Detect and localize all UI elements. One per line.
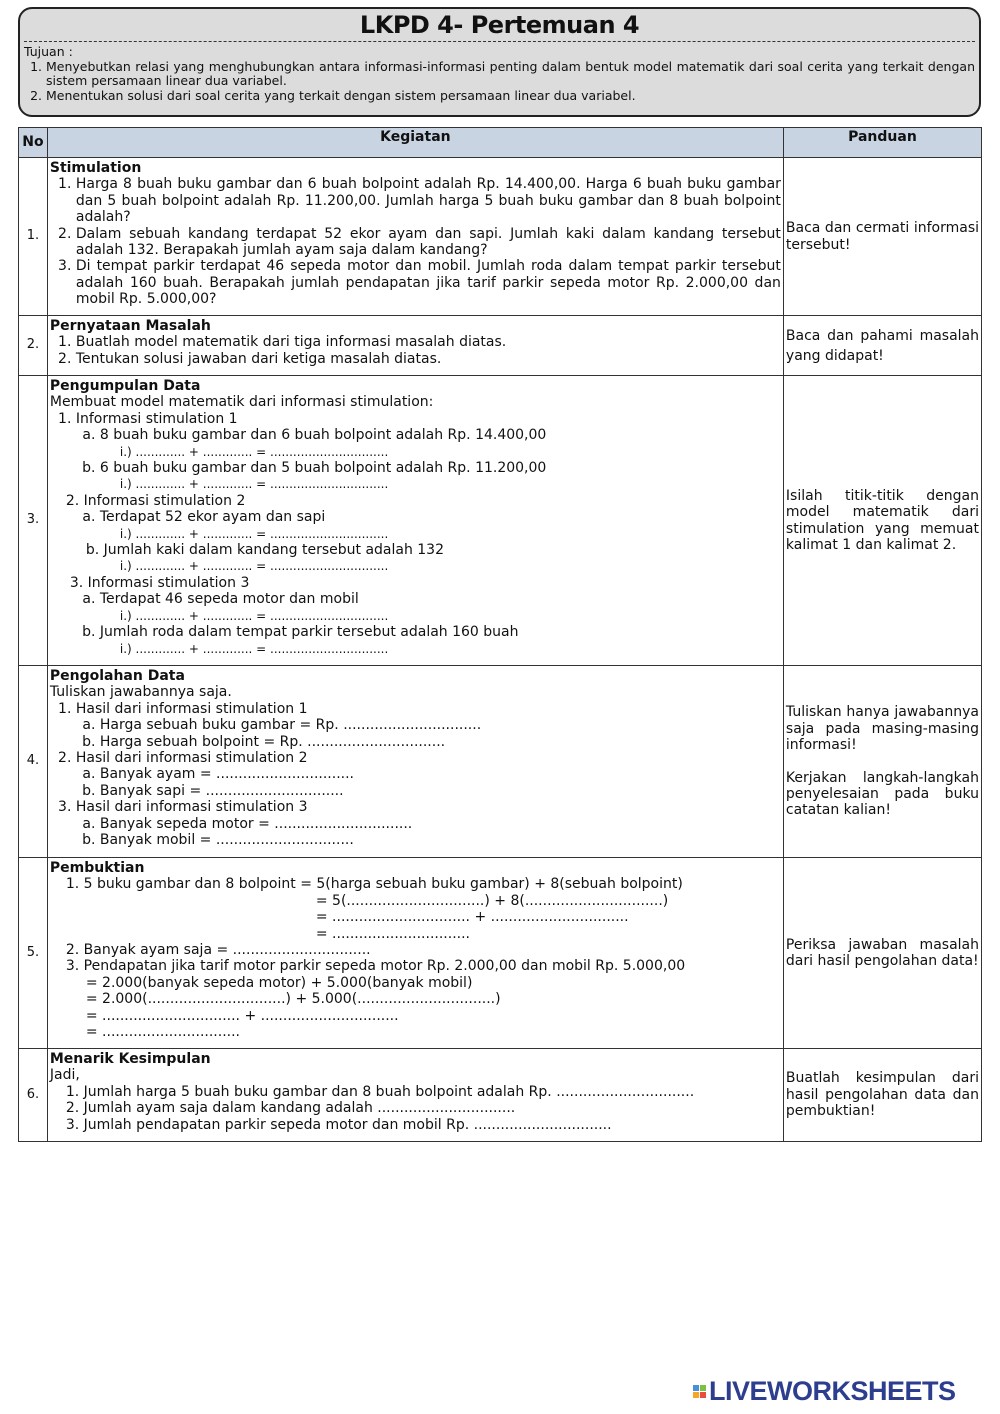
panduan-cell: Periksa jawaban masalah dari hasil pengolahan data! (783, 858, 981, 1049)
proof-line: 3. Pendapatan jika tarif motor parkir sepeda motor Rp. 2.000,00 dan mobil Rp. 5.000,00 (65, 958, 686, 975)
section-title: Pengumpulan Data (49, 378, 201, 394)
section-title: Stimulation (49, 160, 142, 176)
list-item[interactable]: b. Banyak mobil = ............................... (100, 832, 781, 848)
panduan-cell: Baca dan cermati informasi tersebut! (783, 158, 981, 316)
objective-item: 1. Menyebutkan relasi yang menghubungkan antara informasi-informasi penting dalam bentuk model matematik dari soal cerita yang terkait dengan sistem persamaan linear dua variabel. (46, 60, 975, 89)
intro-text: Tuliskan jawabannya saja. (49, 684, 232, 701)
list-item: b. Jumlah roda dalam tempat parkir tersebut adalah 160 buah (100, 624, 781, 640)
conclusion-line[interactable]: 2. Jumlah ayam saja dalam kandang adalah ............................... (65, 1100, 516, 1117)
kegiatan-cell (47, 158, 783, 316)
list-item: 3. Informasi stimulation 3 (69, 574, 250, 591)
header-panduan: Panduan (783, 128, 981, 158)
stimulation-list (50, 176, 781, 307)
proof-line[interactable]: = 2.000(...............................) + 5.000(...............................) (85, 991, 501, 1008)
logo-text: LIVEWORKSHEETS (709, 1376, 956, 1406)
list-item: 1. Buatlah model matematik dari tiga informasi masalah diatas. (76, 334, 781, 350)
blank-line[interactable]: i.) ............. + ............. = ............................... (119, 477, 389, 492)
sub-list (50, 427, 781, 443)
list-item: b. 6 buah buku gambar dan 5 buah bolpoint adalah Rp. 11.200,00 (100, 460, 781, 476)
spacer (786, 754, 979, 770)
sub-list (50, 624, 781, 640)
sub-list (50, 766, 781, 799)
list-item: 2. Dalam sebuah kandang terdapat 52 ekor ayam dan sapi. Jumlah kaki dalam kandang tersebut adalah 132. Berapakah jumlah ayam saja dalam kandang? (76, 226, 781, 259)
section-title: Pengolahan Data (49, 668, 185, 684)
sub-list (50, 591, 781, 607)
sub-list (50, 717, 781, 750)
conclusion-line[interactable]: 3. Jumlah pendapatan parkir sepeda motor dan mobil Rp. ............................... (65, 1116, 612, 1133)
list-item: 2. Informasi stimulation 2 (65, 492, 246, 509)
panduan-cell (783, 666, 981, 858)
kegiatan-cell (47, 1049, 783, 1142)
blank-line[interactable]: i.) ............. + ............. = ............................... (119, 641, 389, 656)
panduan-cell: Buatlah kesimpulan dari hasil pengolahan data dan pembuktian! (783, 1049, 981, 1142)
logo-square (693, 1392, 699, 1398)
proof-line[interactable]: = ............................... + ............................... (315, 909, 629, 926)
proof-line: = 2.000(banyak sepeda motor) + 5.000(banyak mobil) (85, 974, 473, 991)
kegiatan-cell (47, 376, 783, 666)
panduan-cell: Baca dan pahami masalah yang didapat! (783, 316, 981, 376)
table-row (19, 1049, 982, 1142)
table-row (19, 858, 982, 1049)
row-number: 4. (19, 666, 48, 858)
row-number: 6. (19, 1049, 48, 1142)
activity-table (18, 127, 982, 1142)
logo-square (693, 1385, 699, 1391)
panduan-cell: Isilah titik-titik dengan model matematik dari stimulation yang memuat kalimat 1 dan kalimat 2. (783, 376, 981, 666)
section-title: Pembuktian (49, 860, 145, 876)
proof-line[interactable]: = ............................... (85, 1024, 240, 1041)
list-item: a. 8 buah buku gambar dan 6 buah bolpoint adalah Rp. 14.400,00 (100, 427, 781, 443)
objective-item: 2. Menentukan solusi dari soal cerita yang terkait dengan sistem persamaan linear dua variabel. (46, 89, 975, 104)
logo-square (700, 1385, 706, 1391)
objectives (20, 42, 979, 103)
result-list (50, 799, 781, 815)
list-item[interactable]: b. Harga sebuah bolpoint = Rp. ............................... (100, 734, 781, 750)
panduan-text: Kerjakan langkah-langkah penyelesaian pada buku catatan kalian! (785, 769, 979, 819)
objectives-list (24, 60, 975, 104)
sub-list (50, 816, 781, 849)
liveworksheets-logo[interactable] (693, 1376, 956, 1407)
header-box (18, 7, 981, 117)
blank-line[interactable]: i.) ............. + ............. = ............................... (119, 559, 389, 574)
kegiatan-cell (47, 858, 783, 1049)
list-item: 1. Informasi stimulation 1 (76, 411, 781, 427)
conclusion-line[interactable]: 1. Jumlah harga 5 buah buku gambar dan 8 buah bolpoint adalah Rp. ............................... (65, 1083, 695, 1100)
list-item[interactable]: a. Banyak sepeda motor = ............................... (100, 816, 781, 832)
table-row (19, 316, 982, 376)
list-item: 3. Di tempat parkir terdapat 46 sepeda motor dan mobil. Jumlah roda dalam tempat parkir tersebut adalah 160 buah. Berapakah jumlah pendapatan jika tarif parkir sepeda motor Rp. 2.000,00 dan mobil Rp. 5.000,00? (76, 258, 781, 307)
table-row (19, 158, 982, 316)
info-list (50, 411, 781, 427)
table-row (19, 376, 982, 666)
section-title: Pernyataan Masalah (49, 318, 211, 334)
list-item: a. Terdapat 52 ekor ayam dan sapi (100, 509, 781, 525)
blank-line[interactable]: i.) ............. + ............. = ............................... (119, 526, 389, 541)
table-header-row (19, 128, 982, 158)
panduan-text: Tuliskan hanya jawabannya saja pada masing-masing informasi! (785, 704, 979, 754)
logo-icon (693, 1385, 706, 1398)
row-number: 5. (19, 858, 48, 1049)
list-item[interactable]: b. Banyak sapi = ............................... (100, 783, 781, 799)
table-row (19, 666, 982, 858)
intro-text: Jadi, (49, 1067, 80, 1084)
list-item[interactable]: a. Banyak ayam = ............................... (100, 766, 781, 782)
list-item: 3. Hasil dari informasi stimulation 3 (76, 799, 781, 815)
blank-line[interactable]: i.) ............. + ............. = ............................... (119, 608, 389, 623)
list-item: 2. Hasil dari informasi stimulation 2 (76, 750, 781, 766)
header-kegiatan: Kegiatan (47, 128, 783, 158)
section-title: Menarik Kesimpulan (49, 1051, 211, 1067)
page-title: LKPD 4- Pertemuan 4 (359, 11, 640, 39)
proof-line: 1. 5 buku gambar dan 8 bolpoint = 5(harga sebuah buku gambar) + 8(sebuah bolpoint) (65, 876, 683, 893)
result-list (50, 701, 781, 717)
list-item[interactable]: a. Harga sebuah buku gambar = Rp. ............................... (100, 717, 781, 733)
row-number: 2. (19, 316, 48, 376)
sub-list (50, 509, 781, 525)
list-item: 1. Hasil dari informasi stimulation 1 (76, 701, 781, 717)
blank-line[interactable]: i.) ............. + ............. = ............................... (119, 444, 389, 459)
row-number: 3. (19, 376, 48, 666)
sub-list (50, 460, 781, 476)
proof-line[interactable]: = ............................... (315, 925, 470, 942)
list-item: a. Terdapat 46 sepeda motor dan mobil (100, 591, 781, 607)
kegiatan-cell (47, 666, 783, 858)
logo-square (700, 1392, 706, 1398)
kegiatan-cell (47, 316, 783, 376)
proof-line[interactable]: 2. Banyak ayam saja = ............................... (65, 942, 371, 959)
proof-line[interactable]: = 5(...............................) + 8(...............................) (315, 892, 669, 909)
row-number: 1. (19, 158, 48, 316)
list-item: 1. Harga 8 buah buku gambar dan 6 buah bolpoint adalah Rp. 14.400,00. Harga 6 buah buku gambar dan 5 buah bolpoint adalah Rp. 11.200,00. Jumlah harga 5 buah buku gambar dan 8 buah bolpoint adalah? (76, 176, 781, 225)
result-list (50, 750, 781, 766)
objectives-label: Tujuan : (24, 44, 73, 59)
problem-list (50, 334, 781, 367)
list-item: b. Jumlah kaki dalam kandang tersebut adalah 132 (85, 542, 445, 559)
header-no: No (19, 128, 48, 158)
intro-text: Membuat model matematik dari informasi stimulation: (49, 394, 434, 411)
proof-line[interactable]: = ............................... + ............................... (85, 1007, 399, 1024)
list-item: 2. Tentukan solusi jawaban dari ketiga masalah diatas. (76, 351, 781, 367)
